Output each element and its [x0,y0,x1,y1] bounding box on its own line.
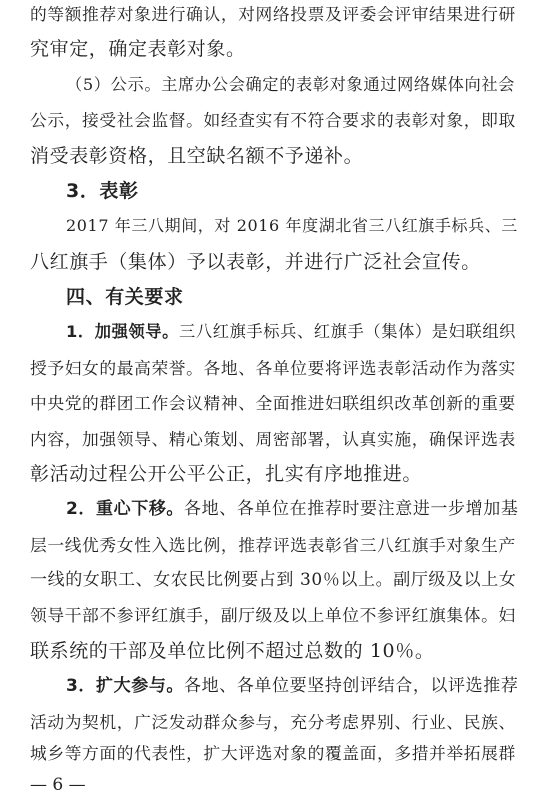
body-text-line: 内容，加强领导、精心策划、周密部署，认真实施，确保评选表 [30,429,516,449]
requirement-text: 各地、各单位在推荐时要注意进一步增加基 [184,499,518,519]
body-text-line: （5）公示。主席办公会确定的表彰对象通过网络媒体向社会 [66,75,516,94]
body-text-line: 活动为契机，广泛发动群众参与，充分考虑界别、行业、民族、 [30,712,516,732]
body-text-line: 授予妇女的最高荣誉。各地、各单位要将评选表彰活动作为落实 [30,358,516,378]
requirement-lead: 2．重心下移。 [66,499,185,519]
body-text-line: 联系统的干部及单位比例不超过总数的 10％。 [30,640,435,662]
subsection-heading: 3．表彰 [66,180,139,202]
requirement-lead: 3．扩大参与。 [66,676,185,696]
body-text-line: 究审定，确定表彰对象。 [30,38,246,60]
body-text-line [66,673,518,699]
requirement-text: 各地、各单位要坚持创评结合，以评选推荐 [184,676,518,696]
section-heading: 四、有关要求 [66,286,184,308]
body-text-line [66,496,518,522]
page-number: — 6 — [30,775,86,795]
body-text-line: 一线的女职工、女农民比例要占到 30％以上。副厅级及以上女 [30,570,517,590]
requirement-text: 三八红旗手标兵、红旗手（集体）是妇联组织 [179,322,517,341]
body-text-line: 八红旗手（集体）予以表彰，并进行广泛社会宣传。 [30,251,481,273]
body-text-line: 公示，接受社会监督。如经查实有不符合要求的表彰对象，即取 [30,110,516,130]
requirement-lead: 1．加强领导。 [66,322,180,341]
body-text-line: 消受表彰资格，且空缺名额不予递补。 [30,145,364,167]
body-text-line: 领导干部不参评红旗手，副厅级及以上单位不参评红旗集体。妇 [30,605,516,625]
body-text-line: 的等额推荐对象进行确认，对网络投票及评委会评审结果进行研 [30,4,516,24]
body-text-line: 城乡等方面的代表性，扩大评选对象的覆盖面，多措并举拓展群 [30,743,516,763]
body-text-line: 2017 年三八期间，对 2016 年度湖北省三八红旗手标兵、三 [66,216,518,235]
body-text-line: 层一线优秀女性入选比例，推荐评选表彰省三八红旗手对象生产 [30,535,516,555]
body-text-line: 中央党的群团工作会议精神、全面推进妇联组织改革创新的重要 [30,393,516,413]
body-text-line: 彰活动过程公开公平公正，扎实有序地推进。 [30,463,423,485]
body-text-line [66,319,518,345]
